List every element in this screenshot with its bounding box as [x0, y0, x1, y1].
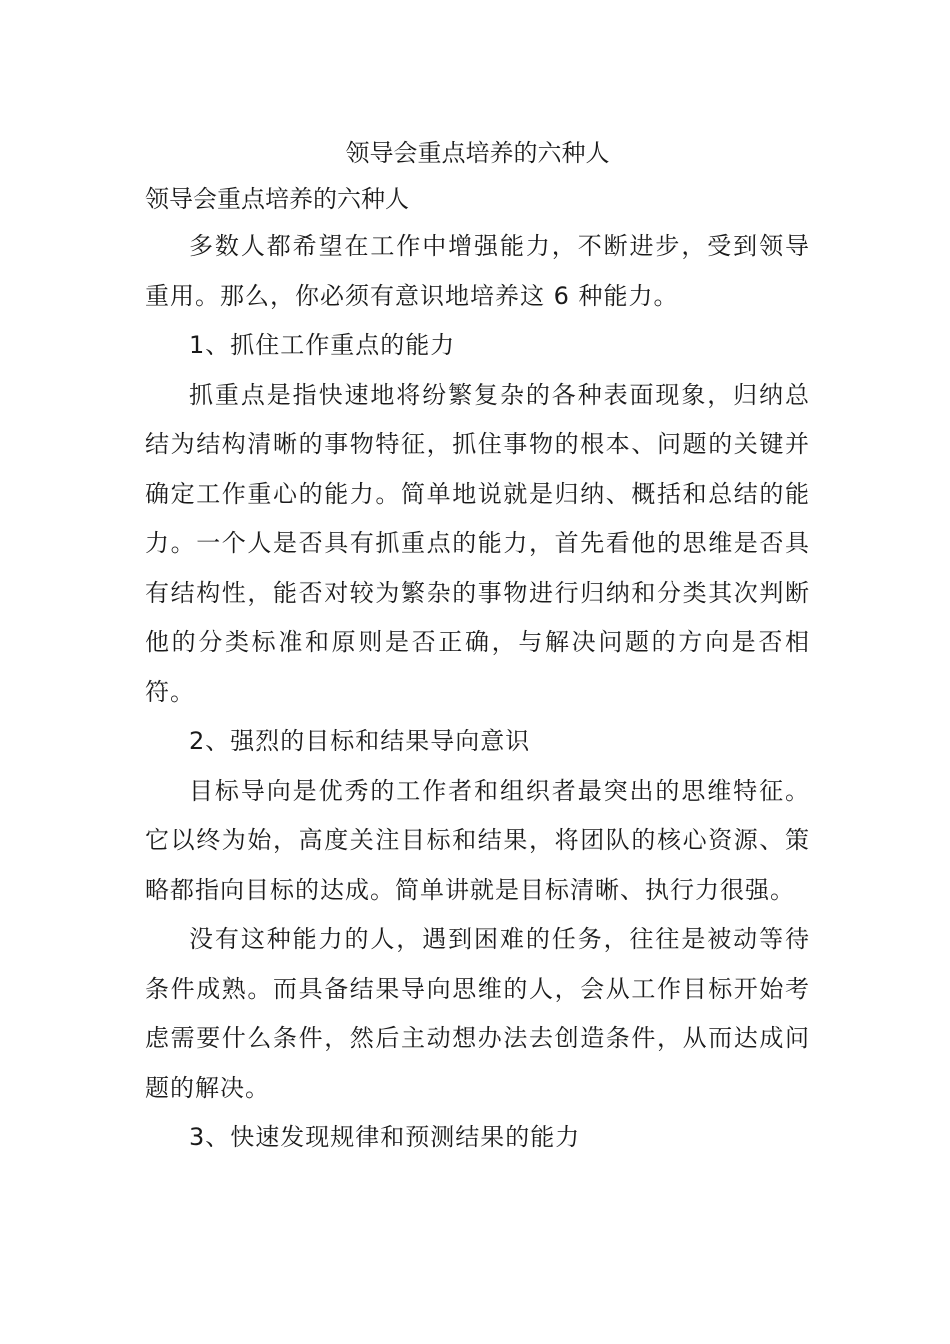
paragraph-intro: 多数人都希望在工作中增强能力，不断进步，受到领导重用。那么，你必须有意识地培养这 6 种能力。	[145, 232, 810, 310]
document-body	[145, 130, 810, 1163]
document-title: 领导会重点培养的六种人	[345, 139, 610, 167]
paragraph-section-2b: 没有这种能力的人，遇到困难的任务，往往是被动等待条件成熟。而具备结果导向思维的人，会从工作目标开始考虑需要什么条件，然后主动想办法去创造条件，从而达成问题的解决。	[145, 925, 810, 1102]
section-heading-3: 3、快速发现规律和预测结果的能力	[189, 1123, 581, 1151]
paragraph-section-2a: 目标导向是优秀的工作者和组织者最突出的思维特征。它以终为始，高度关注目标和结果，将团队的核心资源、策略都指向目标的达成。简单讲就是目标清晰、执行力很强。	[145, 776, 810, 904]
paragraph-section-1: 抓重点是指快速地将纷繁复杂的各种表面现象，归纳总结为结构清晰的事物特征，抓住事物的根本、问题的关键并确定工作重心的能力。简单地说就是归纳、概括和总结的能力。一个人是否具有抓重点的能力，首先看他的思维是否具有结构性，能否对较为繁杂的事物进行归纳和分类其次判断他的分类标准和原则是否正确，与解决问题的方向是否相符。	[145, 380, 810, 706]
section-heading-1: 1、抓住工作重点的能力	[189, 331, 456, 359]
section-heading-2: 2、强烈的目标和结果导向意识	[189, 727, 531, 755]
document-subtitle: 领导会重点培养的六种人	[145, 185, 409, 213]
